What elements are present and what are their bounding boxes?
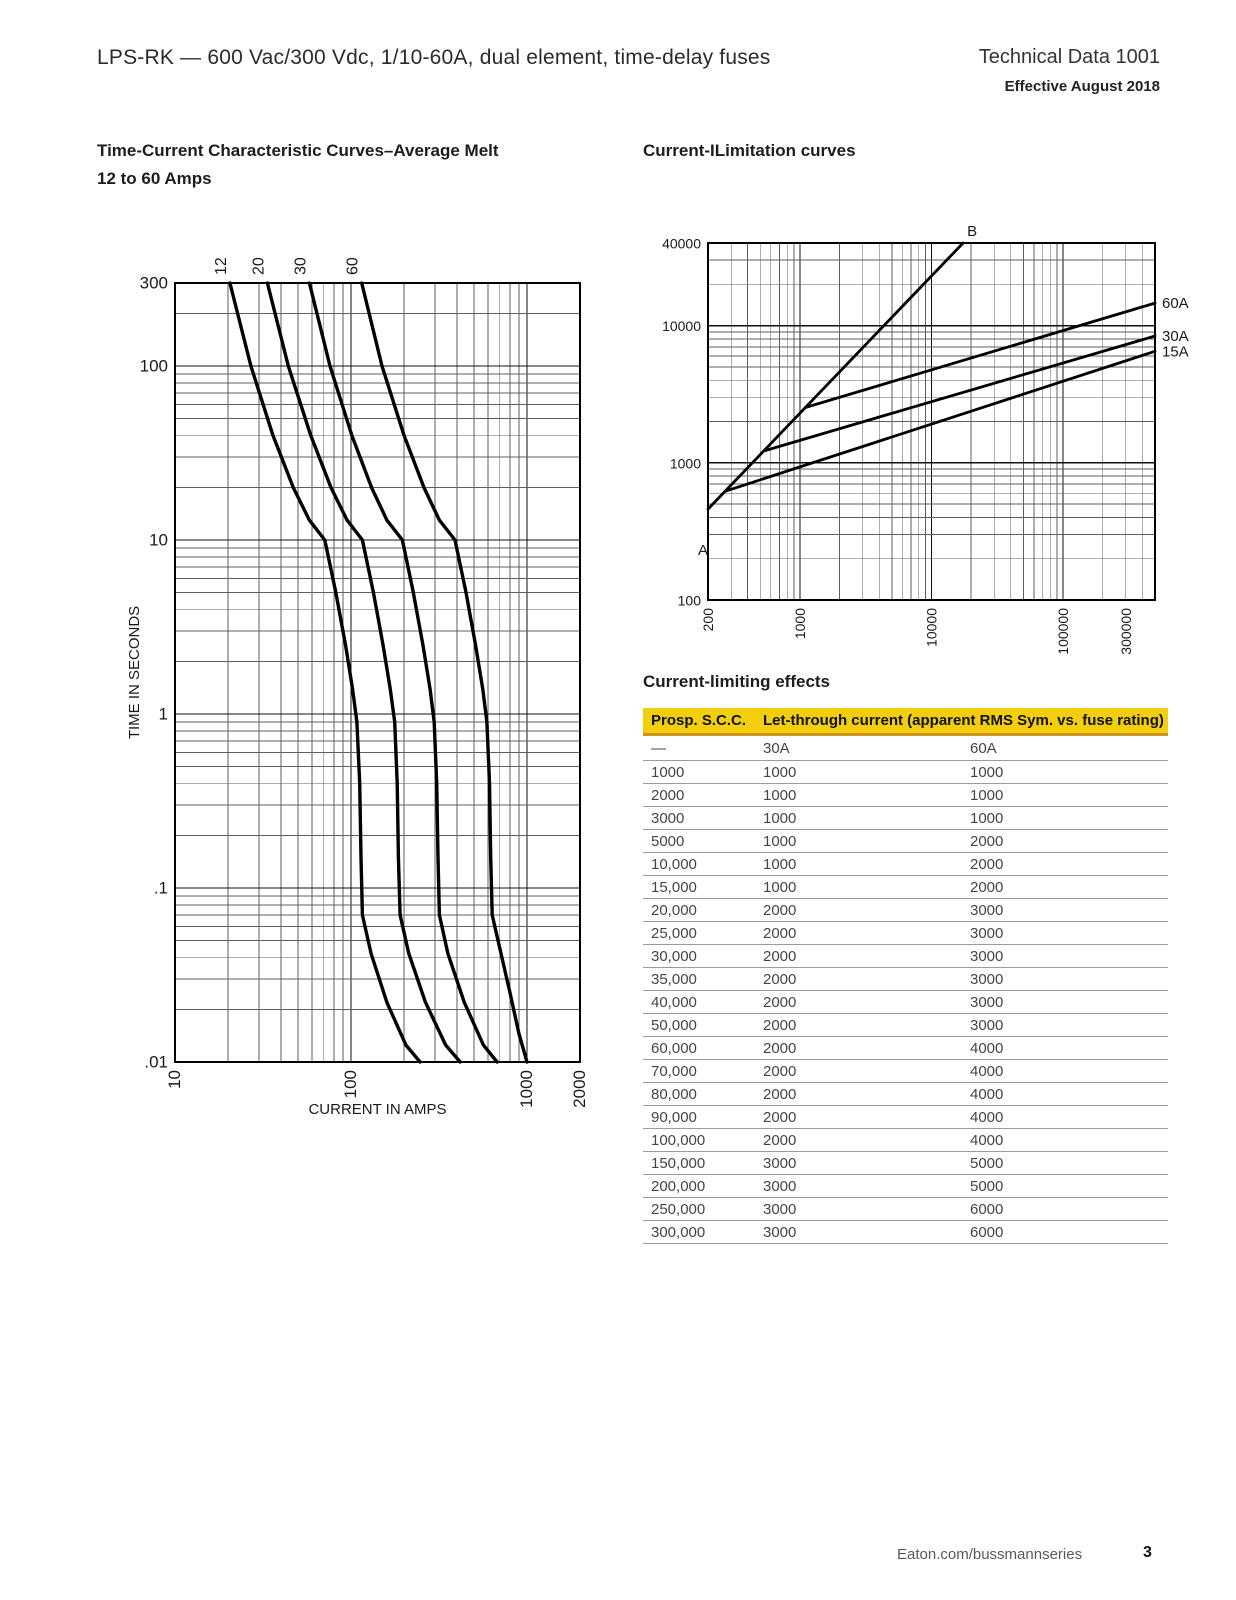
doc-number: Technical Data 1001 — [978, 46, 1160, 68]
table-row — [643, 807, 1168, 830]
cell-30a: 2000 — [763, 993, 797, 1011]
curve-label-60a: 60A — [1162, 295, 1189, 313]
cell-30a: 1000 — [763, 878, 797, 896]
cell-60a: 3000 — [970, 947, 1004, 965]
effective-date: Effective August 2018 — [1004, 78, 1160, 95]
cell-60a: 1000 — [970, 763, 1004, 781]
cell-30a: 1000 — [763, 855, 797, 873]
table-row — [643, 830, 1168, 853]
y-tick-label: .1 — [153, 878, 168, 898]
current-limitation-chart — [640, 205, 1236, 675]
y-tick-label: 1000 — [669, 455, 701, 472]
x-tick-label: 200 — [700, 608, 716, 632]
cell-scc: 150,000 — [651, 1154, 706, 1172]
table-row — [643, 876, 1168, 899]
cell-30a: 1000 — [763, 809, 797, 827]
table-row — [643, 1106, 1168, 1129]
cell-60a: 2000 — [970, 878, 1004, 896]
cell-60a: 4000 — [970, 1062, 1004, 1080]
cell-30a: 2000 — [763, 901, 797, 919]
table-row — [643, 899, 1168, 922]
table-row — [643, 991, 1168, 1014]
table-row — [643, 1083, 1168, 1106]
cell-scc: 200,000 — [651, 1177, 706, 1195]
x-tick-label: 2000 — [570, 1070, 589, 1108]
cell-scc: 60,000 — [651, 1039, 697, 1057]
cell-60a: 4000 — [970, 1131, 1004, 1149]
table-row — [643, 1175, 1168, 1198]
cell-60a: 3000 — [970, 993, 1004, 1011]
cell-scc: 2000 — [651, 786, 685, 804]
cell-30a: 1000 — [763, 786, 797, 804]
cell-30a: 3000 — [763, 1154, 797, 1172]
cell-60a: 2000 — [970, 855, 1004, 873]
cell-60a: 6000 — [970, 1223, 1004, 1241]
cell-60a: 3000 — [970, 970, 1004, 988]
table-title: Current-limiting effects — [643, 672, 831, 691]
cell-60a: 4000 — [970, 1108, 1004, 1126]
cell-30a: 2000 — [763, 924, 797, 942]
y-tick-label: 1 — [158, 704, 168, 724]
cell-60a: 3000 — [970, 924, 1004, 942]
cell-30a: 1000 — [763, 832, 797, 850]
cell-30a: 2000 — [763, 947, 797, 965]
y-axis-title: TIME IN SECONDS — [126, 605, 143, 740]
table-row — [643, 853, 1168, 876]
subheader-60a: 60A — [970, 739, 997, 757]
curve-label-12: 12 — [212, 257, 230, 275]
left-chart-title-line2: 12 to 60 Amps — [97, 169, 212, 188]
cell-scc: 250,000 — [651, 1200, 706, 1218]
footer-url: Eaton.com/bussmannseries — [897, 1546, 1083, 1563]
curve-label-a: A — [697, 542, 709, 560]
curve-label-15a: 15A — [1162, 343, 1189, 361]
curve-label-60: 60 — [344, 257, 362, 275]
table-subheader-row — [643, 736, 1168, 761]
cell-30a: 2000 — [763, 1039, 797, 1057]
y-tick-label: 40000 — [662, 235, 701, 252]
x-axis-title: CURRENT IN AMPS — [308, 1101, 447, 1118]
cell-60a: 5000 — [970, 1154, 1004, 1172]
cell-60a: 3000 — [970, 1016, 1004, 1034]
table-header-scc: Prosp. S.C.C. — [651, 712, 747, 729]
cell-scc: 80,000 — [651, 1085, 697, 1103]
cell-scc: 10,000 — [651, 855, 697, 873]
y-tick-label: 10 — [149, 530, 168, 550]
table-row — [643, 1221, 1168, 1244]
current-limiting-table — [643, 708, 1168, 1244]
table-row — [643, 1152, 1168, 1175]
cell-30a: 2000 — [763, 1062, 797, 1080]
cell-scc: 25,000 — [651, 924, 697, 942]
cell-30a: 3000 — [763, 1223, 797, 1241]
cell-scc: 3000 — [651, 809, 685, 827]
cell-60a: 1000 — [970, 809, 1004, 827]
y-tick-label: 300 — [139, 273, 168, 293]
cell-scc: 5000 — [651, 832, 685, 850]
cell-30a: 2000 — [763, 1085, 797, 1103]
table-row — [643, 761, 1168, 784]
time-current-chart — [95, 235, 640, 1135]
table-row — [643, 1129, 1168, 1152]
curve-label-30a: 30A — [1162, 327, 1189, 345]
table-row — [643, 945, 1168, 968]
curve-label-30: 30 — [292, 257, 310, 275]
subheader-dash: — — [651, 739, 666, 757]
table-row — [643, 1198, 1168, 1221]
curve-30 — [309, 283, 497, 1062]
cell-scc: 50,000 — [651, 1016, 697, 1034]
cell-60a: 4000 — [970, 1039, 1004, 1057]
curve-30a — [764, 336, 1155, 451]
cell-scc: 100,000 — [651, 1131, 706, 1149]
footer-page-number: 3 — [1143, 1544, 1152, 1561]
cell-scc: 20,000 — [651, 901, 697, 919]
table-row — [643, 1060, 1168, 1083]
table-row — [643, 1037, 1168, 1060]
cell-scc: 90,000 — [651, 1108, 697, 1126]
grid — [175, 283, 580, 1062]
cell-scc: 15,000 — [651, 878, 697, 896]
y-tick-label: .01 — [144, 1052, 168, 1072]
curve-label-b: B — [967, 223, 978, 240]
cell-30a: 2000 — [763, 1131, 797, 1149]
table-body — [643, 761, 1168, 1244]
cell-60a: 4000 — [970, 1085, 1004, 1103]
y-tick-label: 10000 — [662, 318, 701, 335]
x-tick-label: 1000 — [791, 608, 808, 640]
cell-60a: 6000 — [970, 1200, 1004, 1218]
page-title: LPS-RK — 600 Vac/300 Vdc, 1/10-60A, dual element, time-delay fuses — [97, 46, 771, 69]
curve-20 — [267, 283, 460, 1062]
right-chart-title: Current-ILimitation curves — [643, 141, 856, 160]
cell-30a: 2000 — [763, 970, 797, 988]
cell-scc: 35,000 — [651, 970, 697, 988]
cell-scc: 70,000 — [651, 1062, 697, 1080]
cell-60a: 1000 — [970, 786, 1004, 804]
cell-30a: 2000 — [763, 1016, 797, 1034]
cell-scc: 40,000 — [651, 993, 697, 1011]
table-row — [643, 968, 1168, 991]
cell-30a: 1000 — [763, 763, 797, 781]
grid — [708, 243, 1155, 600]
cell-60a: 5000 — [970, 1177, 1004, 1195]
cell-60a: 3000 — [970, 901, 1004, 919]
y-tick-label: 100 — [677, 592, 701, 609]
left-chart-title-line1: Time-Current Characteristic Curves–Average Melt — [97, 141, 499, 160]
cell-30a: 3000 — [763, 1200, 797, 1218]
curve-label-20: 20 — [250, 257, 268, 275]
cell-60a: 2000 — [970, 832, 1004, 850]
x-tick-label: 300000 — [1117, 608, 1134, 655]
x-tick-label: 100000 — [1055, 608, 1072, 655]
table-row — [643, 922, 1168, 945]
subheader-30a: 30A — [763, 739, 790, 757]
cell-scc: 300,000 — [651, 1223, 706, 1241]
table-header-row — [643, 708, 1168, 736]
y-tick-label: 100 — [139, 356, 168, 376]
x-tick-label: 10000 — [923, 608, 940, 647]
x-tick-label: 10 — [165, 1070, 184, 1089]
table-header-letthrough: Let-through current (apparent RMS Sym. vs. fuse rating) — [763, 712, 1164, 729]
cell-scc: 1000 — [651, 763, 685, 781]
x-tick-label: 1000 — [517, 1070, 537, 1108]
cell-scc: 30,000 — [651, 947, 697, 965]
cell-30a: 3000 — [763, 1177, 797, 1195]
table-row — [643, 1014, 1168, 1037]
table-row — [643, 784, 1168, 807]
x-tick-label: 100 — [341, 1070, 361, 1099]
cell-30a: 2000 — [763, 1108, 797, 1126]
